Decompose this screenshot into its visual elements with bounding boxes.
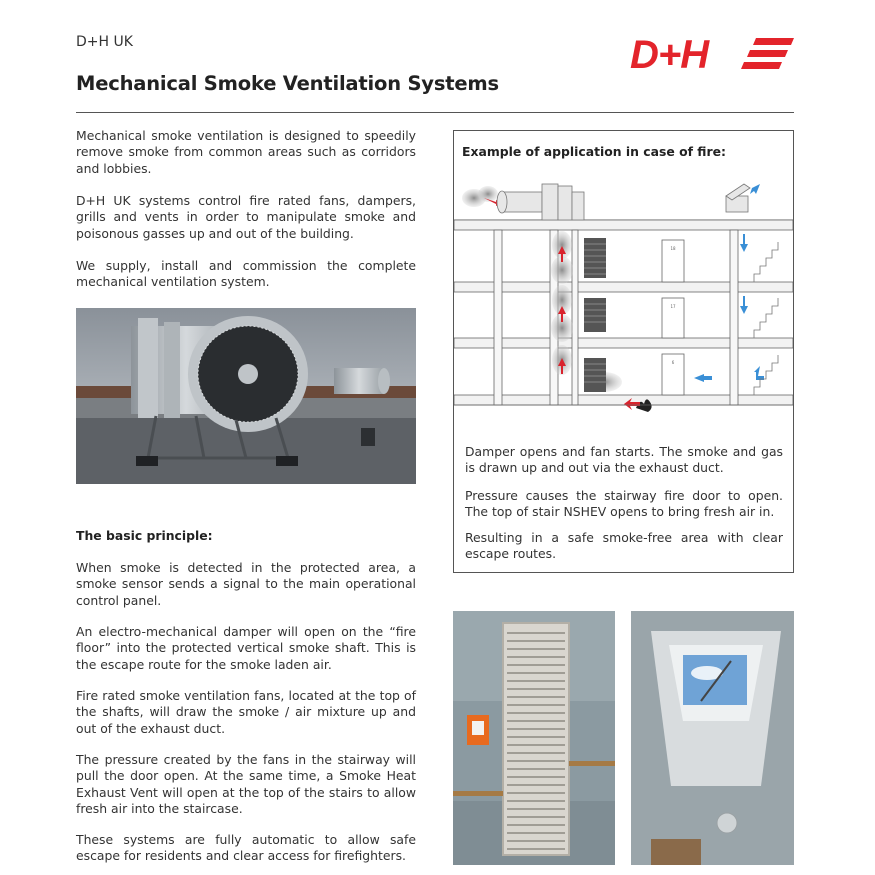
principle-paragraph: When smoke is detected in the protected area, a smoke sensor sends a signal to the main operational control panel.	[76, 560, 416, 608]
dh-logo	[630, 32, 794, 74]
example-title: Example of application in case of fire:	[462, 144, 726, 159]
title-divider	[76, 112, 794, 113]
principle-paragraph: These systems are fully automatic to allow safe escape for residents and clear access for firefighters.	[76, 832, 416, 864]
example-paragraph: Resulting in a safe smoke-free area with clear escape routes.	[465, 530, 783, 562]
page-title: Mechanical Smoke Ventilation Systems	[76, 72, 499, 95]
principle-paragraph: An electro-mechanical damper will open on the “fire floor” into the protected vertical smoke shaft. This is the escape route for the smoke laden air.	[76, 624, 416, 672]
damper-grille-photo	[453, 611, 615, 865]
door-number: 18	[670, 246, 676, 251]
door-number: 17	[670, 304, 676, 309]
door-number: 6	[671, 360, 675, 365]
intro-paragraph: Mechanical smoke ventilation is designed to speedily remove smoke from common areas such as corridors and lobbies.	[76, 128, 416, 176]
building-diagram	[454, 170, 793, 440]
principle-heading: The basic principle:	[76, 528, 213, 543]
intro-paragraph: D+H UK systems control fire rated fans, dampers, grills and vents in order to manipulate smoke and poisonous gasses up and out of the building.	[76, 193, 416, 241]
principle-paragraph: The pressure created by the fans in the stairway will pull the door open. At the same time, a Smoke Heat Exhaust Vent will open at the top of the stairs to allow fresh air into the staircase.	[76, 752, 416, 816]
intro-paragraph: We supply, install and commission the complete mechanical ventilation system.	[76, 258, 416, 290]
skylight-vent-photo	[631, 611, 794, 865]
rooftop-fan-photo	[76, 308, 416, 484]
logo-wordmark: D+H	[630, 33, 709, 74]
example-paragraph: Pressure causes the stairway fire door to open. The top of stair NSHEV opens to bring fresh air in.	[465, 488, 783, 520]
principle-paragraph: Fire rated smoke ventilation fans, located at the top of the shafts, will draw the smoke / air mixture up and out of the exhaust duct.	[76, 688, 416, 736]
brand-name: D+H UK	[76, 34, 133, 50]
example-paragraph: Damper opens and fan starts. The smoke and gas is drawn up and out via the exhaust duct.	[465, 444, 783, 476]
